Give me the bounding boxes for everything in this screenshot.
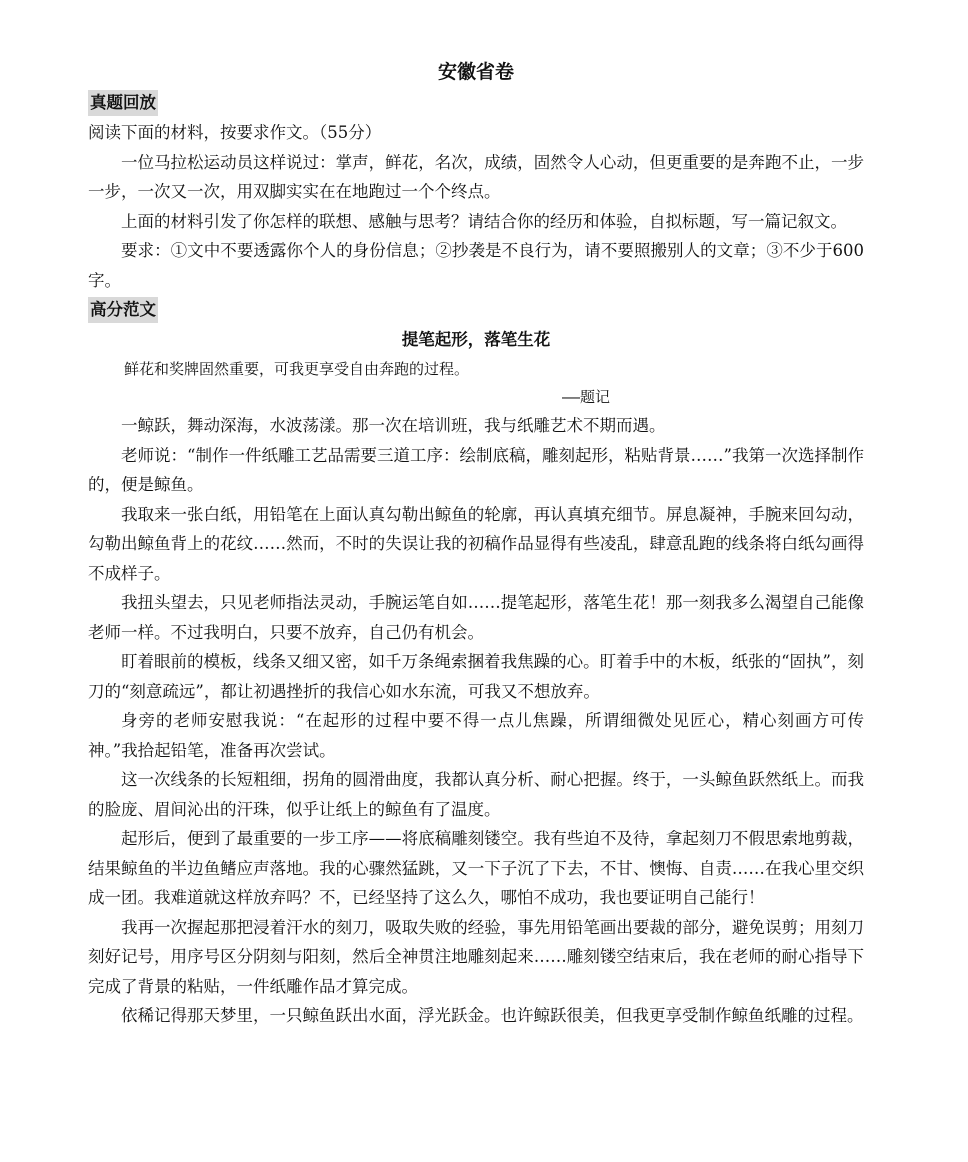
section-label-real-exam: 真题回放 [88, 90, 158, 116]
essay-epigraph: 鲜花和奖牌固然重要，可我更享受自由奔跑的过程。 [124, 360, 470, 378]
essay-title: 提笔起形，落笔生花 [401, 330, 551, 349]
essay-paragraph: 盯着眼前的模板，线条又细又密，如千万条绳索捆着我焦躁的心。盯着手中的木板，纸张的“固执”，刻刀的“刻意疏远”，都让初遇挫折的我信心如水东流，可我又不想放弃。 [88, 652, 864, 701]
exam-question: 上面的材料引发了你怎样的联想、感触与思考？请结合你的经历和体验，自拟标题，写一篇记叙文。 [121, 211, 847, 231]
essay-paragraph: 身旁的老师安慰我说：“在起形的过程中要不得一点儿焦躁，所谓细微处见匠心，精心刻画方可传神。”我拾起铅笔，准备再次尝试。 [88, 711, 864, 760]
essay-paragraph: 依稀记得那天梦里，一只鲸鱼跃出水面，浮光跃金。也许鲸跃很美，但我更享受制作鲸鱼纸雕的过程。 [121, 1006, 864, 1025]
section-label-model-essay: 高分范文 [88, 297, 158, 323]
essay-paragraph: 老师说：“制作一件纸雕工艺品需要三道工序：绘制底稿，雕刻起形，粘贴背景……”我第一次选择制作的，便是鲸鱼。 [88, 445, 864, 494]
exam-material: 一位马拉松运动员这样说过：掌声，鲜花，名次，成绩，固然令人心动，但更重要的是奔跑不止，一步一步，一次又一次，用双脚实实在在地跑过一个个终点。 [88, 152, 864, 201]
page-title: 安徽省卷 [437, 61, 514, 83]
section-header-real-exam [88, 88, 864, 118]
essay-paragraph: 我扭头望去，只见老师指法灵动，手腕运笔自如……提笔起形，落笔生花！那一刻我多么渴望自己能像老师一样。不过我明白，只要不放弃，自己仍有机会。 [88, 593, 864, 642]
essay-paragraph: 我取来一张白纸，用铅笔在上面认真勾勒出鲸鱼的轮廓，再认真填充细节。屏息凝神，手腕来回勾动，勾勒出鲸鱼背上的花纹……然而，不时的失误让我的初稿作品显得有些凌乱，肆意乱跑的线条将白纸勾画得不成样子。 [88, 504, 864, 583]
essay-paragraph: 起形后，便到了最重要的一步工序——将底稿雕刻镂空。我有些迫不及待，拿起刻刀不假思索地剪裁，结果鲸鱼的半边鱼鳍应声落地。我的心骤然猛跳，又一下子沉了下去，不甘、懊悔、自责……在我心里交织成一团。我难道就这样放弃吗？不，已经坚持了这么久，哪怕不成功，我也要证明自己能行！ [88, 829, 864, 907]
essay-epigraph-source: ——题记 [561, 388, 610, 406]
essay-paragraph: 我再一次握起那把浸着汗水的刻刀，吸取失败的经验，事先用铅笔画出要裁的部分，避免误剪；用刻刀刻好记号，用序号区分阴刻与阳刻，然后全神贯注地雕刻起来……雕刻镂空结束后，我在老师的耐心指导下完成了背景的粘贴，一件纸雕作品才算完成。 [88, 917, 864, 996]
exam-requirements: 要求：①文中不要透露你个人的身份信息；②抄袭是不良行为，请不要照搬别人的文章；③不少于600字。 [88, 241, 864, 290]
essay-paragraph: 这一次线条的长短粗细，拐角的圆滑曲度，我都认真分析、耐心把握。终于，一头鲸鱼跃然纸上。而我的脸庞、眉间沁出的汗珠，似乎让纸上的鲸鱼有了温度。 [88, 770, 864, 819]
document-page [88, 56, 864, 1031]
essay-paragraph: 一鲸跃，舞动深海，水波荡漾。那一次在培训班，我与纸雕艺术不期而遇。 [121, 416, 666, 435]
section-header-model-essay [88, 295, 864, 325]
exam-instruction: 阅读下面的材料，按要求作文。（55分） [88, 123, 382, 142]
